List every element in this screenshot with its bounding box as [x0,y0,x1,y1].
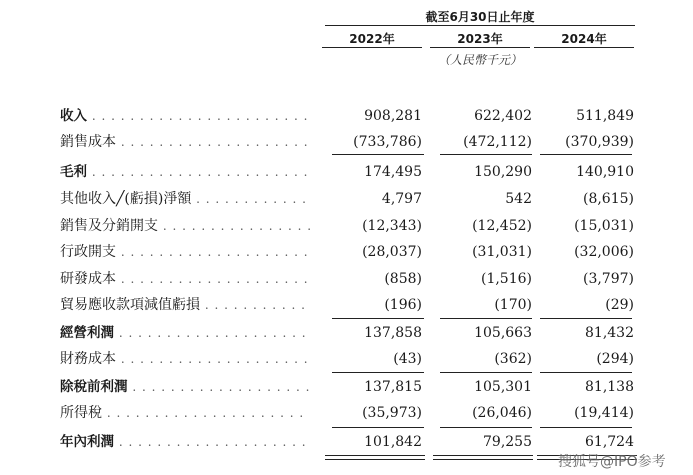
header-rule [325,25,635,26]
table-row [0,214,693,240]
value-2022: (28,037) [362,244,422,260]
table-row [0,130,693,156]
value-2023: (1,516) [480,271,532,287]
value-2023: 79,255 [483,434,532,450]
row-label: 貿易應收款項減值虧損 . . . [60,295,310,315]
subtotal-rule-2022 [332,318,424,319]
table-row [0,321,693,347]
value-2024: 140,910 [576,164,634,180]
value-2022: (35,973) [362,405,422,421]
value-2022: 137,858 [364,325,422,341]
year-underline-2024 [534,47,634,48]
table-row [0,293,693,319]
value-2022: 174,495 [364,164,422,180]
value-2023: (362) [494,351,532,367]
table-row [0,347,693,373]
year-header-2024: 2024年 [561,32,607,46]
value-2023: 622,402 [474,108,532,124]
row-label: 研發成本 . . . [60,269,310,289]
row-label: 年內利潤 . . . [60,432,310,452]
total-double-rule-2022-top [325,455,425,456]
value-2023: (31,031) [472,244,532,260]
value-2024: (370,939) [565,134,634,150]
total-double-rule-2022-bottom [325,459,425,460]
value-2024: (29) [605,297,634,313]
subtotal-rule-2023 [440,154,532,155]
watermark-text: 搜狐号@IPO参考 [558,454,666,470]
value-2023: 542 [505,191,532,207]
value-2024: (3,797) [582,271,634,287]
table-row [0,401,693,427]
value-2022: 101,842 [364,434,422,450]
value-2022: (12,343) [362,218,422,234]
value-2024: 81,432 [585,325,634,341]
year-header-2023: 2023年 [457,32,503,46]
subtotal-rule-2024 [540,154,632,155]
year-header-2022: 2022年 [349,32,395,46]
value-2022: 4,797 [381,191,422,207]
table-row [0,187,693,213]
row-label: 毛利 . . . [60,162,310,182]
value-2023: (170) [494,297,532,313]
row-label: 除稅前利潤 . . . [60,377,310,397]
value-2023: (26,046) [472,405,532,421]
value-2024: (15,031) [574,218,634,234]
subtotal-rule-2024 [540,372,632,373]
subtotal-rule-2023 [440,318,532,319]
row-label: 收入 . . . [60,106,310,126]
unit-label: （人民幣千元） [437,53,522,67]
row-label: 行政開支 . . . [60,242,310,262]
value-2023: (472,112) [463,134,532,150]
table-row [0,104,693,130]
value-2024: 511,849 [576,108,634,124]
year-underline-2022 [322,47,422,48]
value-2023: 105,301 [474,379,532,395]
row-label: 所得稅 . . . [60,403,310,423]
value-2022: (858) [384,271,422,287]
value-2022: 137,815 [364,379,422,395]
row-label: 財務成本 . . . [60,349,310,369]
value-2024: (19,414) [574,405,634,421]
row-label: 其他收入╱(虧損)淨額 . . . [60,189,310,209]
value-2022: (43) [393,351,422,367]
value-2022: (733,786) [353,134,422,150]
value-2024: (8,615) [582,191,634,207]
value-2022: (196) [384,297,422,313]
period-title: 截至6月30日止年度 [425,10,535,24]
table-row [0,240,693,266]
subtotal-rule-2022 [332,372,424,373]
subtotal-rule-2024 [540,318,632,319]
total-double-rule-2023-top [433,455,533,456]
year-underline-2023 [430,47,530,48]
value-2023: (12,452) [472,218,532,234]
subtotal-rule-2024 [540,427,632,428]
value-2023: 150,290 [474,164,532,180]
table-row [0,160,693,186]
row-label: 銷售成本 . . . [60,132,310,152]
total-double-rule-2023-bottom [433,459,533,460]
subtotal-rule-2023 [440,427,532,428]
row-label: 銷售及分銷開支 . . . [60,216,310,236]
row-label: 經營利潤 . . . [60,323,310,343]
value-2023: 105,663 [474,325,532,341]
value-2024: 81,138 [585,379,634,395]
subtotal-rule-2022 [332,427,424,428]
subtotal-rule-2022 [332,154,424,155]
value-2024: (294) [596,351,634,367]
subtotal-rule-2023 [440,372,532,373]
table-row [0,375,693,401]
value-2024: (32,006) [574,244,634,260]
value-2024: 61,724 [585,434,634,450]
value-2022: 908,281 [364,108,422,124]
table-row [0,267,693,293]
